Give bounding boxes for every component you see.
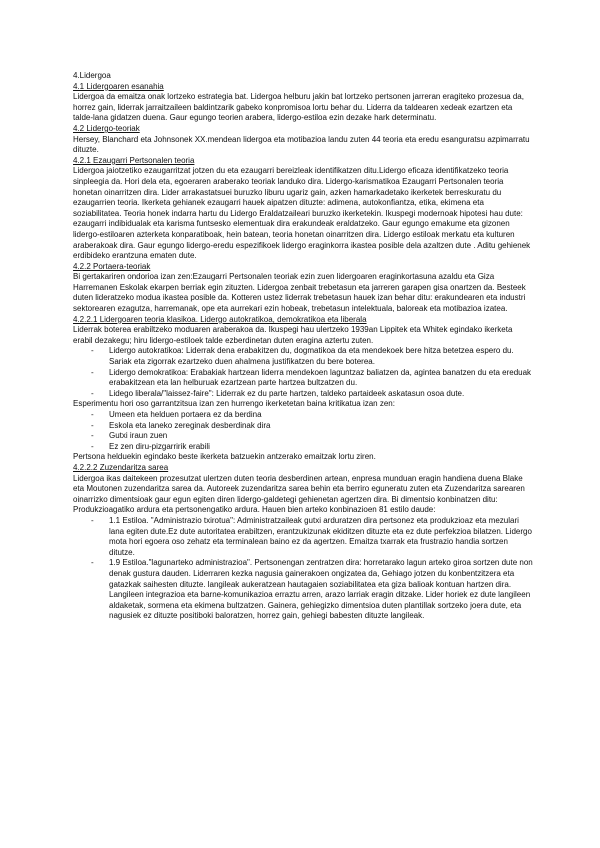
section-text-4-2: Hersey, Blanchard eta Johnsonek XX.mendean lidergoa eta motibazioa landu zuten 44 teoria eta eredu esanguratsu azpimarratu dituzte. <box>73 134 530 155</box>
section-text-4-1: Lidergoa da emaitza onak lortzeko estrategia bat. Lidergoa helburu jakin bat lortzeko pertsonen jarreran eragiteko prozesua da, horrez gain, liderrak jarraitzaileen baldintzarik gabeko konpromisoa lortu behar du. Liderra da taldearen xedeak ezartzen eta talde-lana gidatzen duena. Gaur egungo teorien arabera, lidergo-estiloa ezin dezake hark determinatu. <box>73 92 524 123</box>
section-heading-4-2-2-1: 4.2.2.1 Lidergoaren teoria klasikoa. Lidergo autokratikoa, demokratikoa eta liberala <box>73 314 367 324</box>
leadership-styles-list <box>73 346 533 399</box>
list-item: - Lidergo autokratikoa: Liderrak dena erabakitzen du, dogmatikoa da eta mendekoek bere hitza betetzea espero du. Sariak eta zigorrak ezartzeko duen ahalmena justifikatzen du bere boterea. <box>91 346 533 367</box>
list-item: - 1.1 Estiloa. "Administrazio txirotua": Administratzaileak gutxi arduratzen dira pertsonez eta produkzioaz eta mezulari lana egiten dute.Ez dute autoritatea erabiltzen, erantzukizunak ekiditzen dituzte eta ez dute perfekzioa bilatzen. Lidergo mota hori egoera oso zehatz eta terminalean baino ez da agertzen. Emaitza txarrak eta frustrazio handia sortzen ditutze. <box>91 516 533 558</box>
section-text-4-2-2-1-conclusion: Pertsona helduekin egindako beste ikerketa batzuekin antzerako emaitzak lortu ziren. <box>73 452 376 462</box>
section-heading-4-2-2-2: 4.2.2.2 Zuzendaritza sarea <box>73 462 169 472</box>
document-page <box>73 71 533 622</box>
critique-list <box>73 410 533 452</box>
section-heading-4-2-1: 4.2.1 Ezaugarri Pertsonalen teoria <box>73 155 195 165</box>
section-heading-4-1: 4.1 Lidergoaren esanahia <box>73 81 164 91</box>
list-item: - Eskola eta laneko zereginak desberdinak dira <box>91 421 533 432</box>
list-item: - Gutxi iraun zuen <box>91 431 533 442</box>
document-title: 4.Lidergoa <box>73 71 111 80</box>
section-text-4-2-2-1: Liderrak boterea erabiltzeko moduaren araberakoa da. Ikuspegi hau ulertzeko 1939an Lippitek eta Whitek egindako ikerketa erabil dezakegu; hiru lidergo-estiloek talde ezberdinetan duten eragina aztertu zuten. <box>73 325 513 345</box>
experiment-critique-intro: Esperimentu hori oso garrantzitsua izan zen hurrengo ikerketetan baina kritikatua izan zen: <box>73 399 395 409</box>
list-item: - Umeen eta helduen portaera ez da berdina <box>91 410 533 421</box>
list-item: - 1.9 Estiloa."lagunarteko administrazioa". Pertsonengan zentratzen dira: horretarako lagun arteko giroa sortzen dute non denak gustura dauden. Liderraren kezka nagusia gainerakoen ongizatea da, Gehiago jotzen du konbentzitzera eta gatazkak saihesten dituzte. langileak aukeratzean hautagaien soziabilitatea eta giza balioak kontuan hartzen dira. Langileen integrazioa eta barne-komunikazioa erraztu arren, arazo larriak eragin ditzake. Lider horiek ez dute langileen aldaketak, sormena eta ekimena bultzatzen. Gainera, gehiegizko dimentsioa duten plantillak sortzeko joera dute, eta nagusiek ez dituzte positiboki baloratzen, horrez gain, gehiegi babesten dituzte langileak. <box>91 558 533 622</box>
list-item: - Lidego liberala/"laissez-faire": Liderrak ez du parte hartzen, taldeko partaideek askatasun osoa dute. <box>91 389 533 400</box>
section-text-4-2-2: Bi gertakariren ondorioa izan zen:Ezaugarri Pertsonalen teoriak ezin zuen lidergoaren eraginkortasuna azaldu eta Giza Harremanen Eskolak ekarpen berriak egin zituzten. Lidergoa zenbait trebetasun eta jarreren garapen gisa onartzen da. Besteek duten lideratzeko modua ikastea posible da. Kotteren ustez liderrak trebetasun hauek izan behar ditu: erakundearen eta industri sektorearen ezagutza, harremanak, ope eta aurrekari ezin hobeak, trebetasun intelektuala, baloreak eta motibazioa izatea. <box>73 272 526 314</box>
grid-styles-list <box>73 516 533 622</box>
section-text-4-2-1: Lidergoa jaiotzetiko ezaugarritzat jotzen du eta ezaugarri bereizleak identifikatzen ditu.Lidergo eficaza identifikatzeko teoria sinpleegia da. Hori dela eta, egoeraren araberako teoriak landuko dira. Lidergo-karismatikoa Ezaugarri Pertsonalen teoria honetan oinarritzen dira. Lider arrakastatsuei buruzko liburu ugariz gain, azken hamarkadetako ikerketek berreskuratu du ezaugarrien teoria. Ikerketa gehianek ezaugarri hauek aipatzen dituzte: adimena, autokonfiantza, etika, ekimena eta soziabilitatea. Teoria honek indarra hartu du Lidergo Eraldatzaileari buruzko ikerketekin. Ikuspegi modernoak hipotesi hau dute: ezaugarri indibidualak eta karisma funtsesko elementuak dira erakundeak eraldatzeko. Gaur egungo emakume eta gizonen lidergo-estiloaren azterketa konparatiboak, hein batean, teoria honetan oinarritzen dira. Lidergo estiloak merkatu eta kulturen araberakoak dira. Gaur egungo lidergo-eredu espezifikoek lidergo eraginkorra ikastea posible dela azaltzen dute . Aditu gehienek erdibideko erantzuna ematen dute. <box>73 166 531 261</box>
section-text-4-2-2-2: Lidergoa ikas daitekeen prozesutzat ulertzen duten teoria desberdinen artean, enpresa munduan eragin handiena duena Blake eta Moutonen zuzendaritza sarea da. Autoreek zuzendaritza sarea behin eta berriro eguneratu zuten eta Zuzendaritza sarearen oinarrizko dimentsioak gaur egun egiten diren lidergo-galdetegi gehienetan agertzen dira. Bi dimentsio konbinatzen ditu: Produkzioagatiko ardura eta pertsonengatiko ardura. Hauen bien arteko konbinazioen 81 estilo daude: <box>73 473 525 515</box>
section-heading-4-2-2: 4.2.2 Portaera-teoriak <box>73 261 151 271</box>
list-item: - Ez zen diru-pizgarririk erabili <box>91 442 533 453</box>
list-item: - Lidergo demokratikoa: Erabakiak hartzean liderra mendekoen laguntzaz baliatzen da, agintea banatzen du eta ereduak erabakitzean eta lan helburuak ezartzean parte hartzea bultzatzen du. <box>91 368 533 389</box>
section-heading-4-2: 4.2 Lidergo-teoriak <box>73 123 140 133</box>
